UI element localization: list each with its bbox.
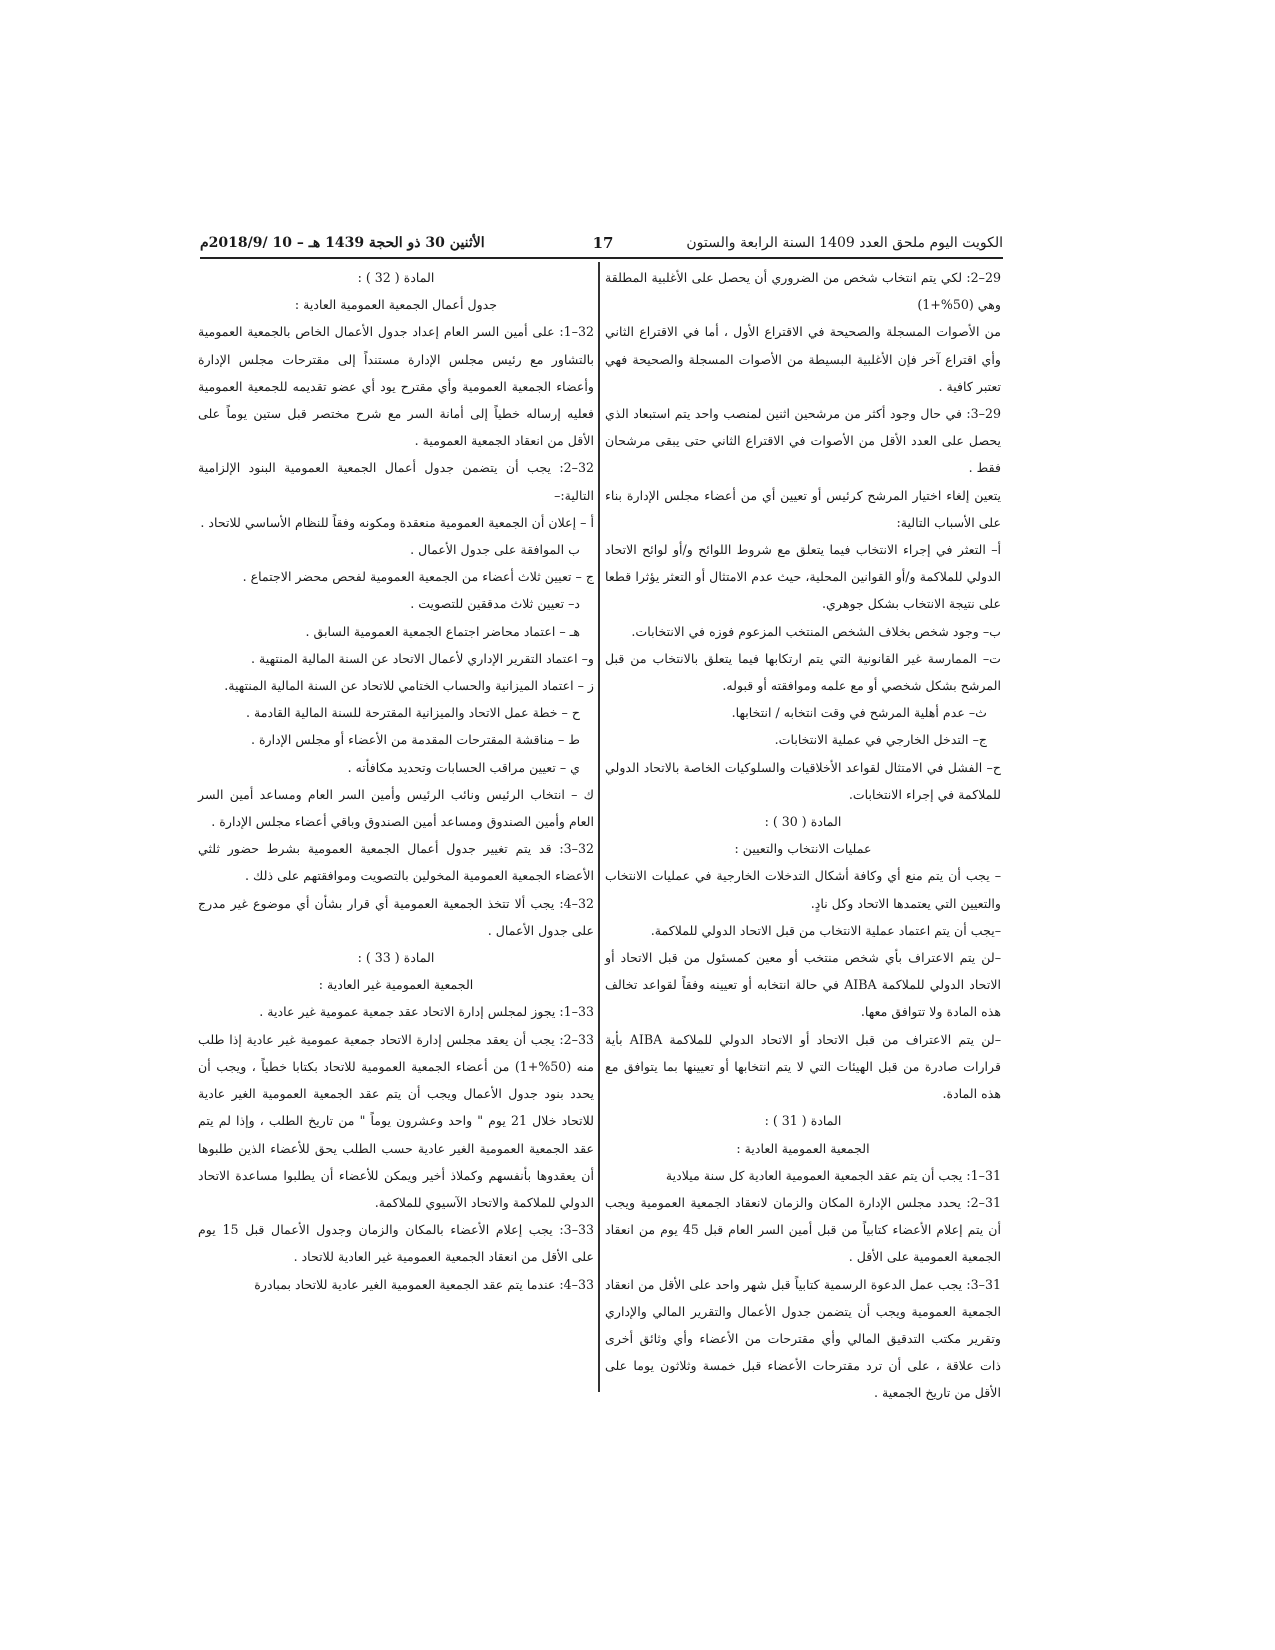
section-title: جدول أعمال الجمعية العمومية العادية :	[294, 297, 498, 313]
paragraph: –لن يتم الاعتراف بأي شخص منتخب أو معين كمسئول من قبل الاتحاد أو الاتحاد الدولي للملاكمة AIBA في حالة انتخابه أو تعيينه وفقاً لقواعد تخالف هذه المادة ولا تتوافق معها.	[605, 950, 1002, 1020]
article-heading-32: المادة ( 32 ) :	[357, 270, 435, 285]
clause-31-1: 31–1: يجب أن يتم عقد الجمعية العمومية العادية كل سنة ميلادية	[665, 1167, 1001, 1183]
section-title: الجمعية العمومية غير العادية :	[318, 977, 474, 993]
clause-31-3: 31–3: يجب عمل الدعوة الرسمية كتابياً قبل شهر واحد على الأقل من انعقاد الجمعية العمومية ويجب أن يتضمن جدول الأعمال والتقرير المالي والإداري وتقرير مكتب التدقيق المالي وأي مقترحات من الأعضاء وأي وثائق أخرى ذات علاقة ، على أن ترد مقترحات الأعضاء قبل خمسة وثلاثون يوما على الأقل من تاريخ الجمعية .	[605, 1276, 1001, 1401]
clause-32-1: 32–1: على أمين السر العام إعداد جدول الأعمال الخاص بالجمعية العمومية بالتشاور مع رئيس مجلس الإدارة مستنداً إلى مقترحات مجلس الإدارة وأعضاء الجمعية العمومية وأي مقترح يود أي عضو تقديمه للجمعية العمومية فعليه إرساله خطياً إلى أمانة السر مع شرح مختصر قبل ستين يوماً على الأقل من انعقاد الجمعية العمومية .	[198, 324, 594, 449]
list-item: أ– التعثر في إجراء الانتخاب فيما يتعلق مع شروط اللوائح و/أو لوائح الاتحاد الدولي للملاكمة و/أو القوانين المحلية، حيث عدم الامتثال أو التعثر يؤثرا قطعا على نتيجة الانتخاب بشكل جوهري.	[605, 542, 1001, 612]
list-item: و– اعتماد التقرير الإداري لأعمال الاتحاد عن السنة المالية المنتهية .	[251, 650, 594, 666]
list-item: هـ – اعتماد محاضر اجتماع الجمعية العمومية السابق .	[305, 623, 580, 639]
header-rule	[200, 257, 1003, 259]
column-divider	[598, 262, 600, 1392]
list-item: ت– الممارسة غير القانونية التي يتم ارتكابها فيما يتعلق بالانتخاب من قبل المرشح بشكل شخصي أو مع علمه وموافقته أو قبوله.	[605, 650, 1001, 694]
section-title: عمليات الانتخاب والتعيين :	[734, 841, 872, 857]
list-item: ب الموافقة على جدول الأعمال .	[410, 542, 580, 558]
clause-33-2: 33–2: يجب أن يعقد مجلس إدارة الاتحاد جمعية عمومية غير عادية إذا طلب منه (50%+1) من أعضاء الجمعية العمومية للاتحاد بكتابا خطياً ، ويجب أن يحدد بنود جدول الأعمال ويجب أن يتم عقد الجمعية العمومية الغير عادية للاتحاد خلال 21 يوم " واحد وعشرون يوماً " من تاريخ الطلب ، وإذا لم يتم عقد الجمعية العمومية الغير عادية حسب الطلب يحق للأعضاء الذين طلبوها أن يعقدوها بأنفسهم وكملاذ أخير ويمكن للأعضاء أن يطلبوا مساعدة الاتحاد الدولي للملاكمة والاتحاد الآسيوي للملاكمة.	[198, 1031, 594, 1210]
page-header	[200, 228, 1003, 258]
header-date: الأثنين 30 ذو الحجة 1439 هـ – 10 /2018/9م	[200, 235, 485, 251]
left-column	[198, 264, 594, 1298]
list-item: ج – تعيين ثلاث أعضاء من الجمعية العمومية لفحص محضر الاجتماع .	[242, 569, 594, 585]
list-item: أ – إعلان أن الجمعية العمومية منعقدة ومكونه وفقاً للنظام الأساسي للاتحاد .	[200, 514, 594, 530]
paragraph: من الأصوات المسجلة والصحيحة في الاقتراع الأول ، أما في الاقتراع الثاني وأي اقتراع آخر فإن الأغلبية البسيطة من الأصوات المسجلة والصحيحة فهي تعتبر كافية .	[605, 324, 1001, 394]
list-item: ك – انتخاب الرئيس ونائب الرئيس وأمين السر العام ومساعد أمين السر العام وأمين الصندوق ومساعد أمين الصندوق وباقي أعضاء مجلس الإدارة .	[198, 786, 594, 830]
clause-29-3: 29–3: في حال وجود أكثر من مرشحين اثنين لمنصب واحد يتم استبعاد الذي يحصل على العدد الأقل من الأصوات في الاقتراع الثاني حتى يبقى مرشحان فقط .	[605, 406, 1001, 476]
list-item: ج– التدخل الخارجي في عملية الانتخابات.	[774, 732, 987, 748]
clause-33-3: 33–3: يجب إعلام الأعضاء بالمكان والزمان وجدول الأعمال قبل 15 يوم على الأقل من انعقاد الجمعية العمومية غير العادية للاتحاد .	[198, 1222, 595, 1265]
clause-32-4: 32–4: يجب ألا تتخذ الجمعية العمومية أي قرار بشأن أي موضوع غير مدرج على جدول الأعمال .	[198, 895, 594, 938]
list-item: ط – مناقشة المقترحات المقدمة من الأعضاء أو مجلس الإدارة .	[250, 732, 580, 748]
list-item: ب– وجود شخص بخلاف الشخص المنتخب المزعوم فوزه في الانتخابات.	[631, 623, 1001, 639]
clause-33-4: 33–4: عندما يتم عقد الجمعية العمومية الغير عادية للاتحاد بمبادرة	[254, 1276, 594, 1292]
list-item: د– تعيين ثلاث مدققين للتصويت .	[410, 596, 580, 612]
clause-32-3: 32–3: قد يتم تغيير جدول أعمال الجمعية العمومية بشرط حضور ثلثي الأعضاء الجمعية العمومية المخولين بالتصويت وموافقتهم على ذلك .	[198, 841, 594, 884]
list-item: ث– عدم أهلية المرشح في وقت انتخابه / انتخابها.	[731, 705, 987, 721]
paragraph: – يجب أن يتم منع أي وكافة أشكال التدخلات الخارجية في عمليات الانتخاب والتعيين التي يعتمدها الاتحاد وكل نادٍ.	[605, 868, 1001, 911]
paragraph: –لن يتم الاعتراف من قبل الاتحاد أو الاتحاد الدولي للملاكمة AIBA بأية قرارات صادرة من قبل الهيئات التي لا يتم انتخابها أو تعيينها بما يتوافق مع هذه المادة.	[605, 1031, 1001, 1102]
list-item: ي – تعيين مراقب الحسابات وتحديد مكافأته .	[347, 759, 580, 775]
article-heading-31: المادة ( 31 ) :	[764, 1113, 842, 1129]
article-heading-30: المادة ( 30 ) :	[764, 814, 842, 830]
article-heading-33: المادة ( 33 ) :	[357, 950, 435, 966]
header-publication: الكويت اليوم ملحق العدد 1409 السنة الرابعة والستون	[686, 235, 1003, 251]
page-number: 17	[592, 234, 614, 252]
list-item: ز – اعتماد الميزانية والحساب الختامي للاتحاد عن السنة المالية المنتهية.	[224, 678, 594, 694]
clause-29-2: 29–2: لكي يتم انتخاب شخص من الضروري أن يحصل على الأغلبية المطلقة وهي (50%+1)	[605, 270, 1001, 313]
list-item: ح – خطة عمل الاتحاد والميزانية المقترحة للسنة المالية القادمة .	[246, 705, 580, 721]
paragraph: –يجب أن يتم اعتماد عملية الانتخاب من قبل الاتحاد الدولي للملاكمة.	[650, 922, 1001, 938]
section-title: الجمعية العمومية العادية :	[736, 1140, 870, 1156]
clause-32-2: 32–2: يجب أن يتضمن جدول أعمال الجمعية العمومية البنود الإلزامية التالية:–	[198, 460, 594, 503]
list-item: ح– الفشل في الامتثال لقواعد الأخلاقيات والسلوكيات الخاصة بالاتحاد الدولي للملاكمة في إجراء الانتخابات.	[605, 759, 1001, 802]
right-column	[605, 264, 1001, 1407]
paragraph: يتعين إلغاء اختيار المرشح كرئيس أو تعيين أي من أعضاء مجلس الإدارة بناء على الأسباب التالية:	[605, 487, 1001, 530]
clause-31-2: 31–2: يحدد مجلس الإدارة المكان والزمان لانعقاد الجمعية العمومية ويجب أن يتم إعلام الأعضاء كتابياً من قبل أمين السر العام قبل 45 يوم من انعقاد الجمعية العمومية على الأقل .	[605, 1194, 1001, 1265]
clause-33-1: 33–1: يجوز لمجلس إدارة الاتحاد عقد جمعية عمومية غير عادية .	[259, 1004, 594, 1020]
